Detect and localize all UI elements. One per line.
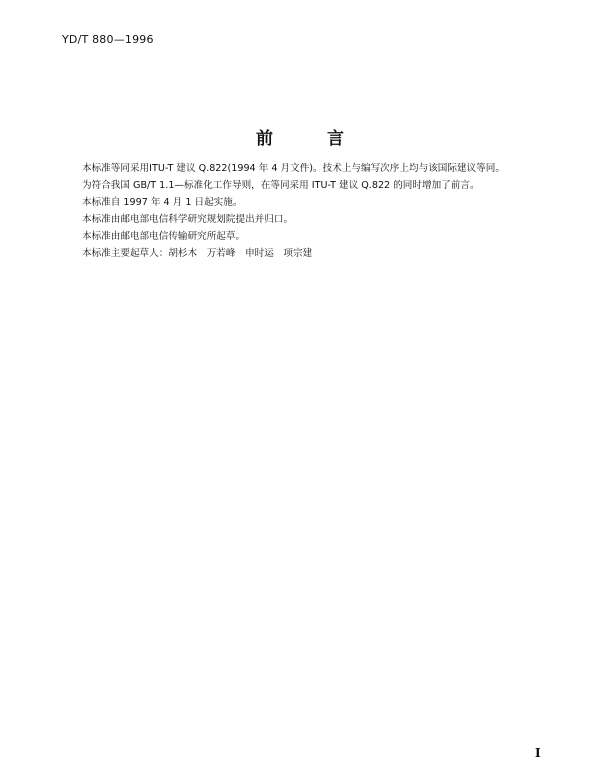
body-line: 本标准等同采用ITU-T 建议 Q.822(1994 年 4 月文件)。技术上与编写次序上均与该国际建议等同。 <box>82 163 505 174</box>
page-number: I <box>535 746 541 760</box>
body-line: 本标准由邮电部电信传输研究所起草。 <box>82 231 246 242</box>
page-title <box>0 124 600 149</box>
foreword-body <box>82 160 562 262</box>
document-code: YD/T 880—1996 <box>62 33 154 46</box>
title-char-1: 前 <box>256 129 273 149</box>
body-line: 本标准主要起草人：胡杉木 万若峰 申时运 项宗建 <box>82 248 313 259</box>
body-line: 为符合我国 GB/T 1.1—标准化工作导则，在等同采用 ITU-T 建议 Q.822 的同时增加了前言。 <box>82 180 480 191</box>
body-line: 本标准自 1997 年 4 月 1 日起实施。 <box>82 197 243 208</box>
title-char-2: 言 <box>327 129 344 149</box>
body-line: 本标准由邮电部电信科学研究规划院提出并归口。 <box>82 214 294 225</box>
